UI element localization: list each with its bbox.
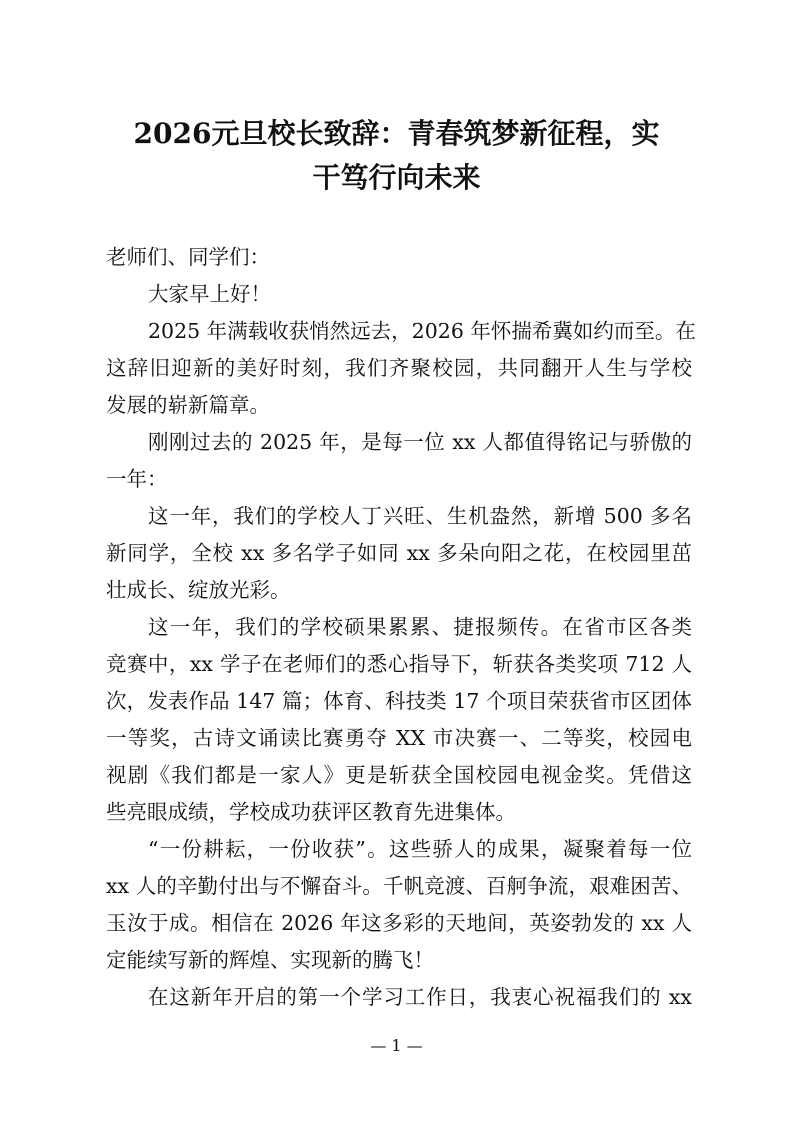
- text-line: 老师们、同学们：: [106, 245, 270, 269]
- text-line: 定能续写新的辉煌、实现新的腾飞！: [106, 948, 434, 972]
- paragraph: [106, 831, 692, 979]
- text-line: 大家早上好！: [148, 282, 271, 306]
- text-line: 发展的崭新篇章。: [106, 393, 270, 417]
- paragraph: [106, 609, 692, 831]
- page-number: — 1 —: [370, 1036, 423, 1055]
- text-line: 一等奖，古诗文诵读比赛勇夺 XX 市决赛一、二等奖，校园电: [106, 726, 692, 750]
- text-line: 这一年，我们的学校人丁兴旺、生机盎然，新增 500 多名: [148, 504, 692, 528]
- paragraph: [106, 313, 696, 424]
- text-line: “一份耕耘，一份收获”。这些骄人的成果，凝聚着每一位: [148, 837, 692, 861]
- text-line: 在这新年开启的第一个学习工作日，我衷心祝福我们的 xx: [148, 985, 692, 1009]
- text-line: 这一年，我们的学校硕果累累、捷报频传。在省市区各类: [148, 615, 692, 639]
- paragraph: [106, 424, 692, 498]
- title-line-2: 干笃行向未来: [312, 161, 481, 194]
- text-line: 竞赛中，xx 学子在老师们的悉心指导下，斩获各类奖项 712 人: [106, 652, 692, 676]
- paragraph: [106, 979, 692, 1016]
- text-line: 视剧《我们都是一家人》更是斩获全国校园电视金奖。凭借这: [106, 763, 692, 787]
- text-line: 次，发表作品 147 篇；体育、科技类 17 个项目荣获省市区团体: [106, 689, 692, 713]
- text-line: 新同学，全校 xx 多名学子如同 xx 多朵向阳之花，在校园里茁: [106, 541, 692, 565]
- paragraph: [106, 239, 692, 276]
- text-line: 壮成长、绽放光彩。: [106, 578, 291, 602]
- text-line: 刚刚过去的 2025 年，是每一位 xx 人都值得铭记与骄傲的: [148, 430, 692, 454]
- text-line: 一年：: [106, 467, 168, 491]
- title-line-1: 2026元旦校长致辞：青春筑梦新征程，实: [133, 117, 660, 150]
- document-body: [106, 239, 696, 1016]
- text-line: xx 人的辛勤付出与不懈奋斗。千帆竞渡、百舸争流，艰难困苦、: [106, 874, 692, 898]
- text-line: 些亮眼成绩，学校成功获评区教育先进集体。: [106, 800, 516, 824]
- text-line: 这辞旧迎新的美好时刻，我们齐聚校园，共同翻开人生与学校: [106, 356, 692, 380]
- document-title: [90, 112, 703, 200]
- paragraph: [106, 498, 692, 609]
- paragraph: [106, 276, 692, 313]
- text-line: 2025 年满载收获悄然远去，2026 年怀揣希冀如约而至。在: [148, 319, 696, 343]
- text-line: 玉汝于成。相信在 2026 年这多彩的天地间，英姿勃发的 xx 人: [106, 911, 692, 935]
